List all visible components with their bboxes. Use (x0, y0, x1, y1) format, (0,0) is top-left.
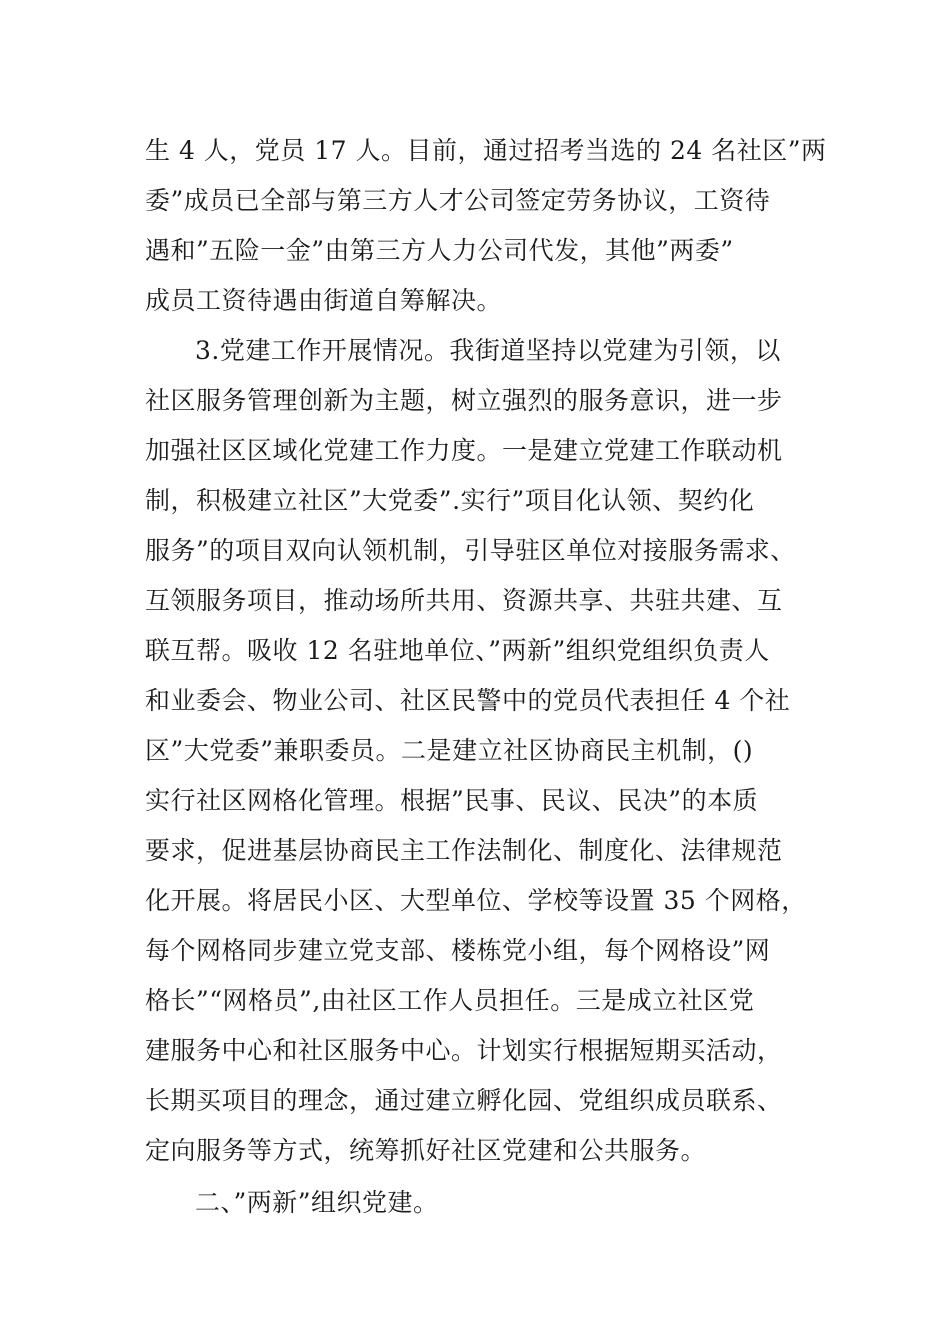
text-line: 实行社区网格化管理。根据”民事、民议、民决”的本质 (145, 786, 759, 815)
text-line: 社区服务管理创新为主题，树立强烈的服务意识，进一步 (145, 386, 783, 415)
text-line: 制，积极建立社区”大党委”.实行”项目化认领、契约化 (145, 486, 755, 515)
text-line: 委”成员已全部与第三方人才公司签定劳务协议，工资待 (145, 186, 771, 215)
text-line: 建服务中心和社区服务中心。计划实行根据短期买活动， (145, 1036, 783, 1065)
paragraph-start-line: 3.党建工作开展情况。我街道坚持以党建为引领，以 (195, 336, 781, 365)
text-line: 和业委会、物业公司、社区民警中的党员代表担任 4 个社 (145, 686, 791, 715)
text-line: 格长”“网格员”,由社区工作人员担任。三是成立社区党 (145, 986, 755, 1015)
text-line: 化开展。将居民小区、大型单位、学校等设置 35 个网格， (145, 886, 807, 915)
text-line: 互领服务项目，推动场所共用、资源共享、共驻共建、互 (145, 586, 783, 615)
text-line: 成员工资待遇由街道自筹解决。 (145, 286, 503, 315)
text-line: 定向服务等方式，统筹抓好社区党建和公共服务。 (145, 1136, 707, 1165)
text-line: 区”大党委”兼职委员。二是建立社区协商民主机制，() (145, 736, 754, 765)
section-heading: 二、”两新”组织党建。 (195, 1188, 439, 1217)
text-line: 服务”的项目双向认领机制，引导驻区单位对接服务需求、 (145, 536, 796, 565)
text-line: 长期买项目的理念，通过建立孵化园、党组织成员联系、 (145, 1086, 783, 1115)
text-line: 遇和”五险一金”由第三方人力公司代发，其他”两委” (145, 236, 734, 265)
text-line: 加强社区区域化党建工作力度。一是建立党建工作联动机 (145, 436, 783, 465)
text-line: 联互帮。吸收 12 名驻地单位、”两新”组织党组织负责人 (145, 636, 770, 665)
text-line: 生 4 人，党员 17 人。目前，通过招考当选的 24 名社区”两 (145, 136, 827, 165)
text-line: 要求，促进基层协商民主工作法制化、制度化、法律规范 (145, 836, 783, 865)
text-line: 每个网格同步建立党支部、楼栋党小组，每个网格设”网 (145, 936, 771, 965)
